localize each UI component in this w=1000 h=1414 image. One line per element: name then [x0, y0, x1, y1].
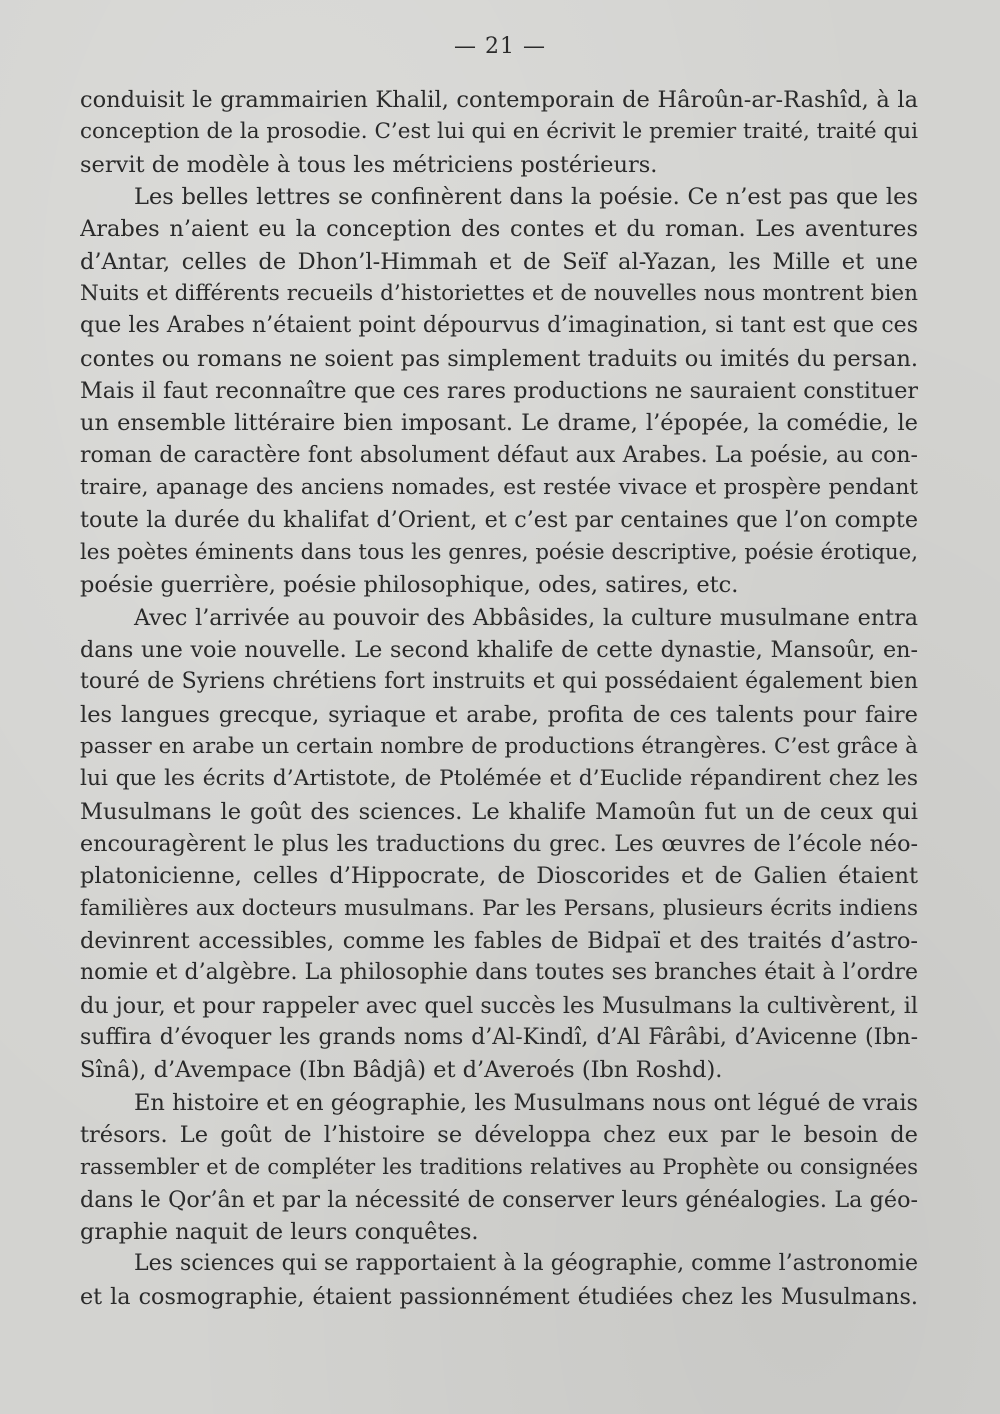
text-line: toute la durée du khalifat d’Orient, et c’est par centaines que l’on compte — [80, 507, 918, 534]
text-line: roman de caractère font absolument défaut aux Arabes. La poésie, au con- — [80, 442, 918, 468]
text-line: En histoire et en géographie, les Musulmans nous ont légué de vrais — [134, 1089, 918, 1116]
text-line: Nuits et différents recueils d’historiettes et de nouvelles nous montrent bien — [80, 281, 918, 307]
text-line: Les sciences qui se rapportaient à la géographie, comme l’astronomie — [134, 1251, 918, 1277]
text-line: Mais il faut reconnaître que ces rares productions ne sauraient constituer — [80, 378, 918, 405]
text-line: Avec l’arrivée au pouvoir des Abbâsides, la culture musulmane entra — [134, 604, 918, 631]
text-line: nomie et d’algèbre. La philosophie dans toutes ses branches était à l’ordre — [80, 960, 918, 986]
text-line: dans une voie nouvelle. Le second khalife de cette dynastie, Mansoûr, en- — [80, 636, 918, 663]
text-line: du jour, et pour rappeler avec quel succès les Musulmans la cultivèrent, il — [80, 992, 918, 1019]
text-line: trésors. Le goût de l’histoire se développa chez eux par le besoin de — [80, 1122, 918, 1148]
text-line: un ensemble littéraire bien imposant. Le drame, l’épopée, la comédie, le — [80, 410, 918, 437]
text-line: conduisit le grammairien Khalil, contemporain de Hâroûn-ar-Rashîd, à la — [80, 87, 918, 113]
body-text — [80, 84, 918, 1313]
text-line: que les Arabes n’étaient point dépourvus d’imagination, si tant est que ces — [80, 313, 918, 339]
text-line: conception de la prosodie. C’est lui qui en écrivit le premier traité, traité qui — [80, 119, 918, 145]
text-line: les poètes éminents dans tous les genres, poésie descriptive, poésie érotique, — [80, 539, 918, 565]
text-line: graphie naquit de leurs conquêtes. — [80, 1219, 479, 1246]
text-line: Musulmans le goût des sciences. Le khalife Mamoûn fut un de ceux qui — [80, 798, 918, 825]
text-line: platonicienne, celles d’Hippocrate, de Dioscorides et de Galien étaient — [80, 863, 918, 890]
text-line: familières aux docteurs musulmans. Par les Persans, plusieurs écrits indiens — [80, 895, 918, 921]
text-line: contes ou romans ne soient pas simplement traduits ou imités du persan. — [80, 345, 918, 372]
page-number: — 21 — — [454, 34, 546, 59]
text-line: suffira d’évoquer les grands noms d’Al-Kindî, d’Al Fârâbi, d’Avicenne (Ibn- — [80, 1024, 918, 1050]
text-line: poésie guerrière, poésie philosophique, odes, satires, etc. — [80, 572, 739, 599]
text-line: Arabes n’aient eu la conception des contes et du roman. Les aventures — [80, 216, 918, 243]
text-line: Sînâ), d’Avempace (Ibn Bâdjâ) et d’Averoés (Ibn Roshd). — [80, 1057, 723, 1084]
text-line: dans le Qor’ân et par la nécessité de conserver leurs généalogies. La géo- — [80, 1186, 918, 1213]
text-line: et la cosmographie, étaient passionnément étudiées chez les Musulmans. — [80, 1283, 918, 1310]
text-line: touré de Syriens chrétiens fort instruits et qui possédaient également bien — [80, 669, 918, 695]
text-line: Les belles lettres se confinèrent dans la poésie. Ce n’est pas que les — [134, 184, 918, 211]
text-line: les langues grecque, syriaque et arabe, profita de ces talents pour faire — [80, 701, 918, 728]
text-line: servit de modèle à tous les métriciens postérieurs. — [80, 151, 658, 178]
text-line: traire, apanage des anciens nomades, est restée vivace et prospère pendant — [80, 475, 918, 501]
text-line: lui que les écrits d’Artistote, de Ptolémée et d’Euclide répandirent chez les — [80, 766, 918, 792]
text-line: passer en arabe un certain nombre de productions étrangères. C’est grâce à — [80, 733, 918, 759]
text-line: rassembler et de compléter les traditions relatives au Prophète ou consignées — [80, 1155, 918, 1180]
text-line: devinrent accessibles, comme les fables de Bidpaï et des traités d’astro- — [80, 927, 918, 954]
text-line: d’Antar, celles de Dhon’l-Himmah et de Seïf al-Yazan, les Mille et une — [80, 248, 918, 275]
text-line: encouragèrent le plus les traductions du grec. Les œuvres de l’école néo- — [80, 830, 918, 857]
